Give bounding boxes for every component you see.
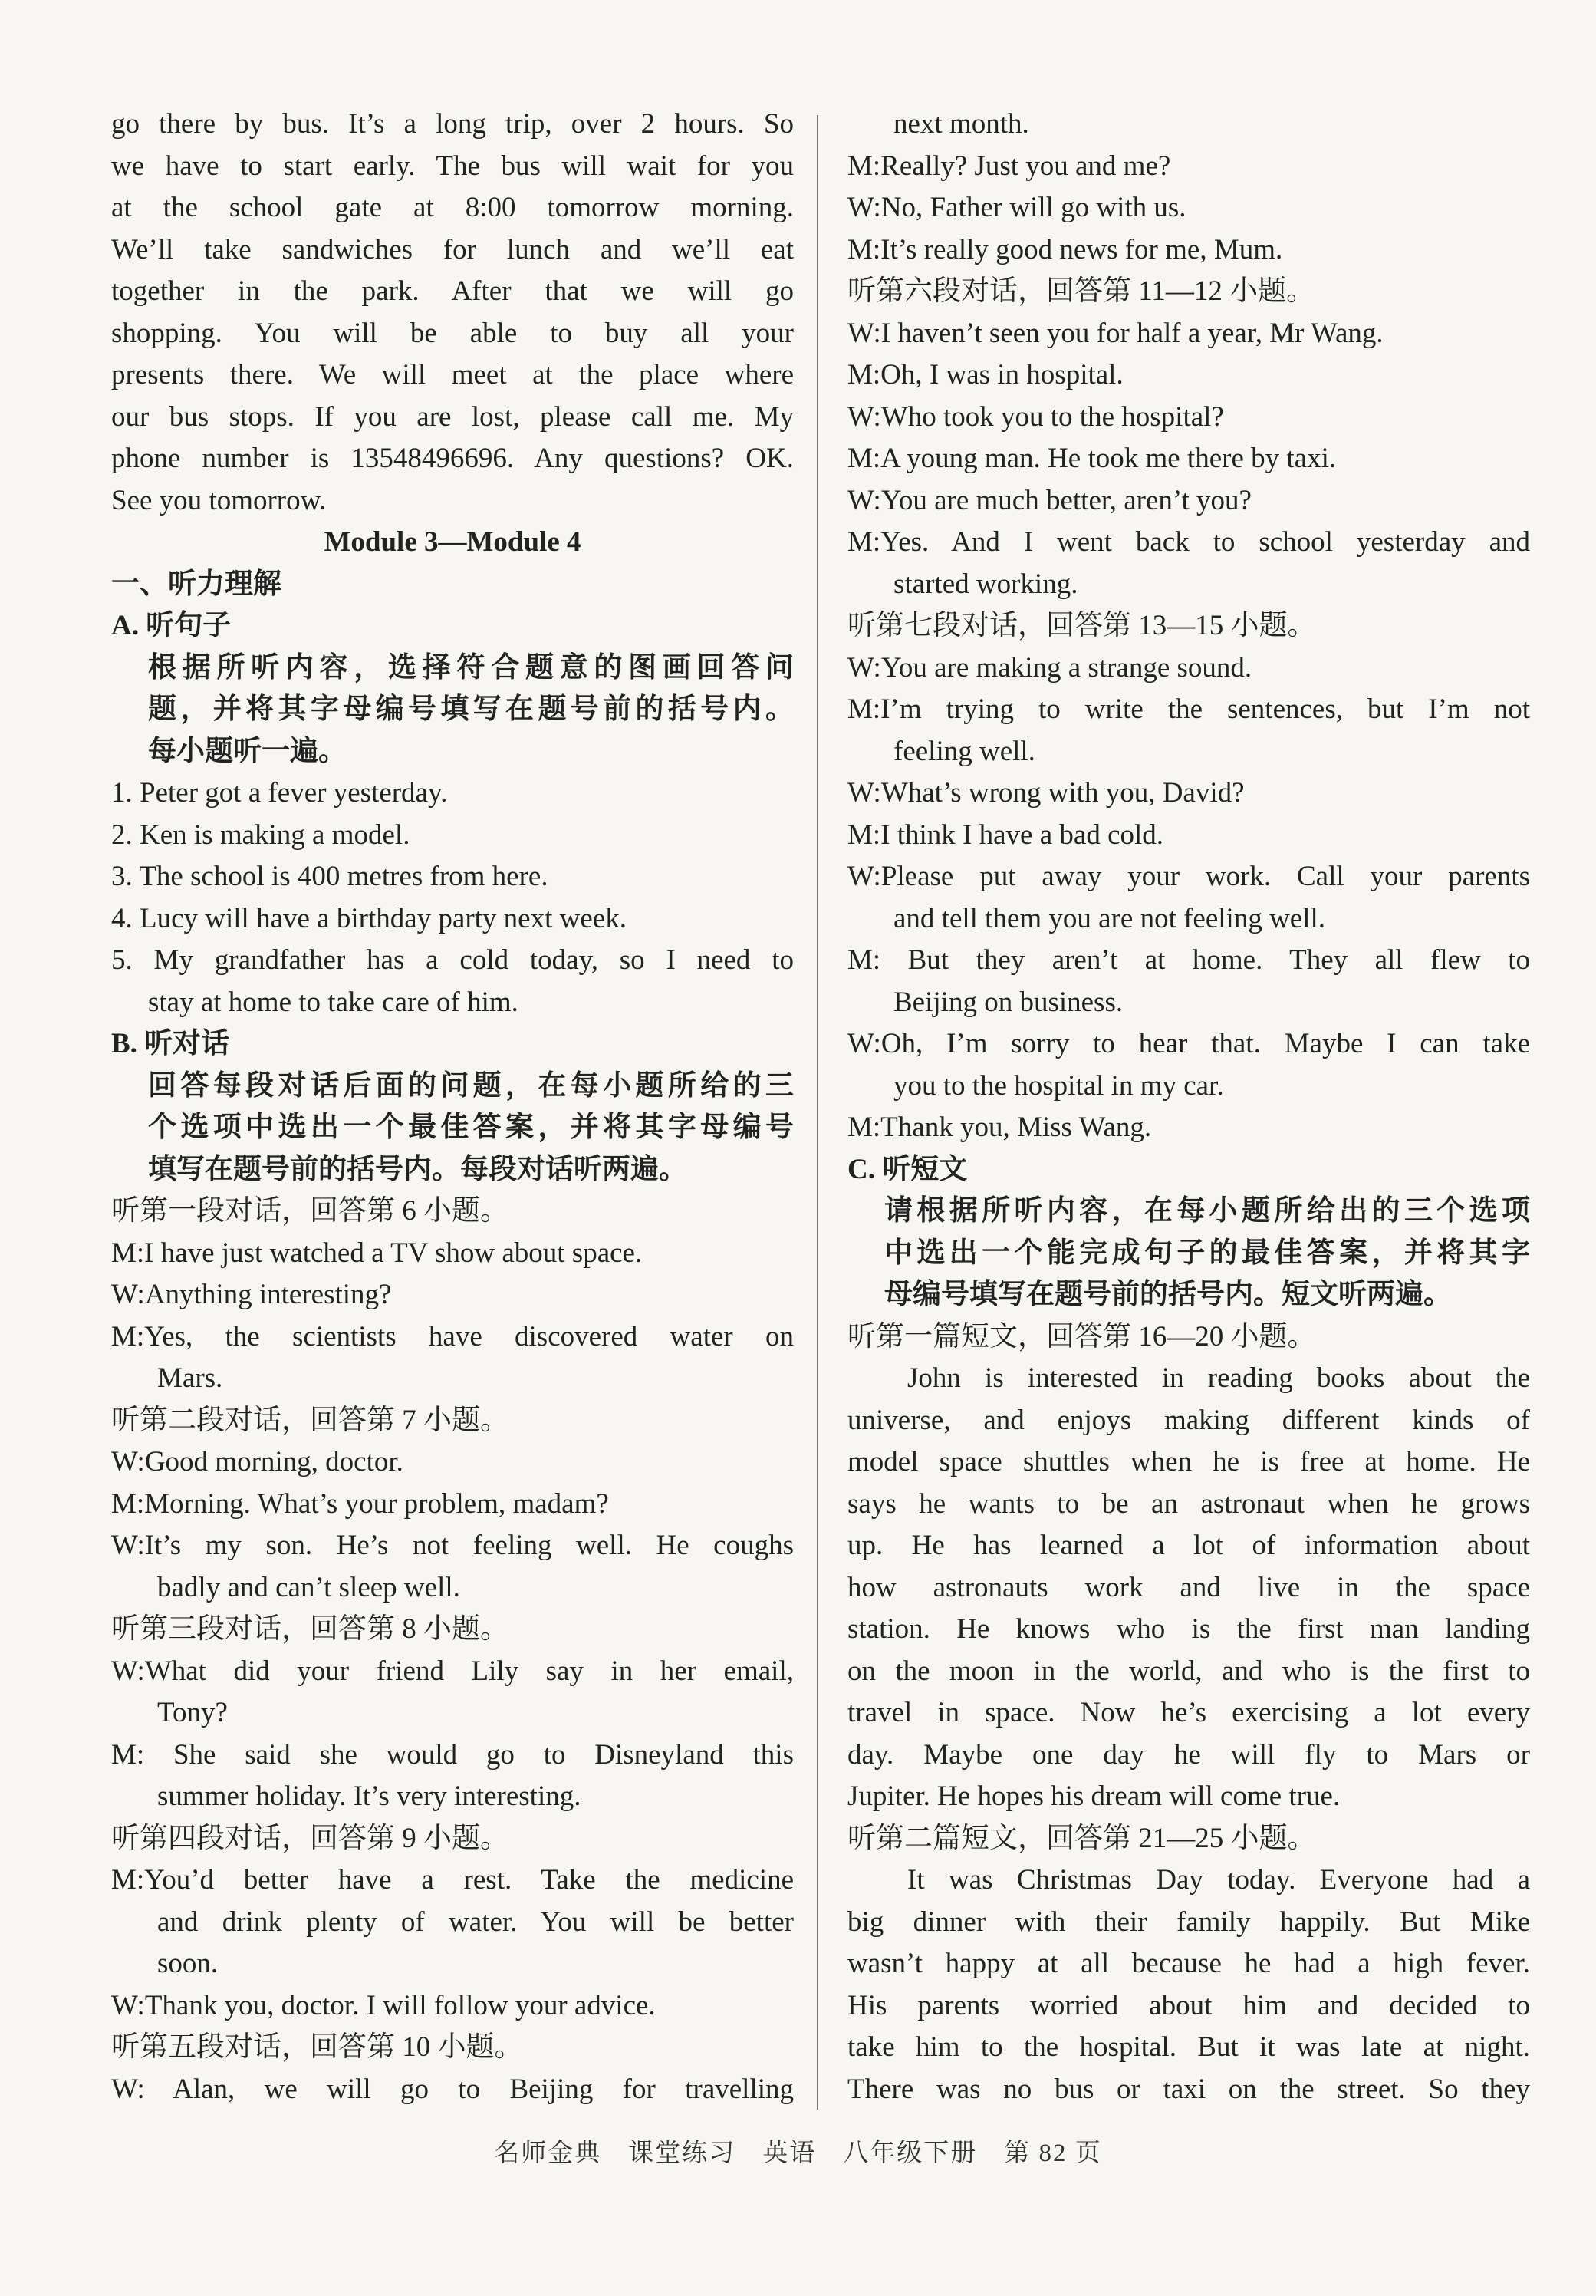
text-line: W:It’s my son. He’s not feeling well. He coughs (111, 1530, 794, 1561)
text-line: station. He knows who is the first man landing (847, 1613, 1530, 1645)
text-line: 个选项中选出一个最佳答案，并将其字母编号 (148, 1112, 794, 1143)
text-line: 题，并将其字母编号填写在题号前的括号内。 (148, 693, 794, 725)
text-line: 听第三段对话，回答第 8 小题。 (111, 1613, 508, 1645)
text-line: how astronauts work and live in the space (847, 1571, 1530, 1603)
text-line: See you tomorrow. (111, 484, 327, 516)
text-line: We’ll take sandwiches for lunch and we’ll eat (111, 233, 794, 265)
text-line: W:Anything interesting? (111, 1279, 392, 1310)
text-line: phone number is 13548496696. Any questions? OK. (111, 443, 794, 474)
text-line: together in the park. After that we will go (111, 275, 794, 307)
text-line: W:You are making a strange sound. (847, 651, 1252, 684)
text-line: badly and can’t sleep well. (157, 1571, 460, 1603)
text-line: 请根据所听内容，在每小题所给出的三个选项 (884, 1195, 1530, 1227)
text-line: 中选出一个能完成句子的最佳答案，并将其字 (884, 1237, 1530, 1269)
text-line: M:Yes, the scientists have discovered water on (111, 1320, 794, 1352)
text-line: 听第五段对话，回答第 10 小题。 (111, 2031, 523, 2063)
text-line: big dinner with their family happily. But Mike (847, 1906, 1530, 1938)
text-line: M:I’m trying to write the sentences, but I’m not (847, 693, 1530, 725)
text-line: W:Good morning, doctor. (111, 1446, 403, 1477)
left-column (111, 104, 794, 2110)
text-line: shopping. You will be able to buy all your (111, 317, 794, 349)
text-line: day. Maybe one day he will fly to Mars or (847, 1738, 1530, 1771)
text-line: W:What did your friend Lily say in her email, (111, 1655, 794, 1687)
column-divider (817, 115, 818, 2110)
text-line: M:You’d better have a rest. Take the medicine (111, 1864, 794, 1896)
text-line: you to the hospital in my car. (893, 1069, 1224, 1102)
text-line: 1. Peter got a fever yesterday. (111, 777, 448, 809)
text-line: 母编号填写在题号前的括号内。短文听两遍。 (884, 1279, 1452, 1310)
text-line: 一、听力理解 (111, 568, 281, 600)
text-line: we have to start early. The bus will wait for you (111, 150, 794, 182)
text-line: wasn’t happy at all because he had a high fever. (847, 1948, 1530, 1979)
text-line: soon. (157, 1948, 219, 1979)
text-line: started working. (893, 568, 1078, 600)
text-line: presents there. We will meet at the place where (111, 359, 794, 390)
text-line: W:I haven’t seen you for half a year, Mr Wang. (847, 317, 1384, 349)
text-line: W:Who took you to the hospital? (847, 400, 1224, 433)
text-line: 听第七段对话，回答第 13—15 小题。 (847, 610, 1316, 641)
text-line: W:You are much better, aren’t you? (847, 484, 1252, 516)
text-line: M: But they aren’t at home. They all flew to (847, 944, 1530, 976)
text-line: There was no bus or taxi on the street. So they (847, 2073, 1530, 2105)
right-column (847, 104, 1530, 2110)
page-footer: 名师金典 课堂练习 英语 八年级下册 第 82 页 (494, 2140, 1102, 2167)
text-line: W:What’s wrong with you, David? (847, 777, 1245, 809)
text-line: feeling well. (893, 735, 1035, 767)
text-line: 听第四段对话，回答第 9 小题。 (111, 1822, 508, 1854)
text-line: M:Yes. And I went back to school yesterday and (847, 526, 1530, 558)
text-line: 2. Ken is making a model. (111, 819, 410, 851)
text-line: on the moon in the world, and who is the first to (847, 1655, 1530, 1687)
text-line: 听第二段对话，回答第 7 小题。 (111, 1404, 508, 1436)
text-line: universe, and enjoys making different kinds of (847, 1404, 1530, 1436)
text-line: go there by bus. It’s a long trip, over 2 hours. So (111, 108, 794, 140)
text-line: 每小题听一遍。 (148, 735, 347, 767)
text-line: our bus stops. If you are lost, please call me. My (111, 400, 794, 433)
text-line: and tell them you are not feeling well. (893, 902, 1326, 934)
text-line: Jupiter. He hopes his dream will come true. (847, 1780, 1341, 1812)
text-line: summer holiday. It’s very interesting. (157, 1780, 581, 1812)
text-line: M:Morning. What’s your problem, madam? (111, 1487, 609, 1520)
text-line: 听第二篇短文，回答第 21—25 小题。 (847, 1822, 1316, 1854)
text-line: It was Christmas Day today. Everyone had a (907, 1864, 1530, 1896)
text-line: W:Please put away your work. Call your parents (847, 861, 1530, 892)
text-line: B. 听对话 (111, 1028, 230, 1059)
text-line: A. 听句子 (111, 610, 232, 641)
text-line: W: Alan, we will go to Beijing for travelling (111, 2073, 794, 2105)
text-line: stay at home to take care of him. (148, 986, 518, 1018)
text-line: and drink plenty of water. You will be better (157, 1906, 794, 1938)
text-line: next month. (893, 108, 1029, 140)
text-line: M:I have just watched a TV show about space. (111, 1237, 643, 1269)
text-line: Module 3—Module 4 (324, 526, 581, 558)
text-line: W:Oh, I’m sorry to hear that. Maybe I can take (847, 1028, 1530, 1059)
text-line: M: She said she would go to Disneyland this (111, 1738, 794, 1771)
text-line: travel in space. Now he’s exercising a lot every (847, 1697, 1530, 1728)
text-line: Beijing on business. (893, 986, 1124, 1018)
text-line: 回答每段对话后面的问题，在每小题所给的三 (148, 1069, 794, 1102)
text-line: 4. Lucy will have a birthday party next week. (111, 902, 627, 934)
text-line: 5. My grandfather has a cold today, so I need to (111, 944, 794, 976)
text-line: C. 听短文 (847, 1153, 968, 1185)
text-line: Tony? (157, 1697, 228, 1728)
text-line: at the school gate at 8:00 tomorrow morning. (111, 192, 794, 223)
text-line: M:A young man. He took me there by taxi. (847, 443, 1337, 474)
text-line: 填写在题号前的括号内。每段对话听两遍。 (148, 1153, 687, 1185)
text-line: M:Thank you, Miss Wang. (847, 1112, 1152, 1143)
text-line: M:It’s really good news for me, Mum. (847, 233, 1283, 265)
text-line: 3. The school is 400 metres from here. (111, 861, 548, 892)
text-line: W:No, Father will go with us. (847, 192, 1186, 223)
text-line: 听第一篇短文，回答第 16—20 小题。 (847, 1320, 1316, 1352)
text-line: His parents worried about him and decided to (847, 1989, 1530, 2021)
text-line: John is interested in reading books about the (907, 1362, 1530, 1394)
text-line: Mars. (157, 1362, 223, 1394)
text-line: W:Thank you, doctor. I will follow your advice. (111, 1989, 656, 2021)
text-line: take him to the hospital. But it was late at night. (847, 2031, 1530, 2063)
text-line: 听第一段对话，回答第 6 小题。 (111, 1195, 508, 1227)
text-line: M:Really? Just you and me? (847, 150, 1171, 182)
text-line: up. He has learned a lot of information about (847, 1530, 1530, 1561)
text-line: 听第六段对话，回答第 11—12 小题。 (847, 275, 1315, 307)
text-line: says he wants to be an astronaut when he grows (847, 1487, 1530, 1520)
text-line: 根据所听内容，选择符合题意的图画回答问 (148, 651, 794, 684)
text-line: model space shuttles when he is free at home. He (847, 1446, 1530, 1477)
text-line: M:I think I have a bad cold. (847, 819, 1164, 851)
text-line: M:Oh, I was in hospital. (847, 359, 1124, 390)
